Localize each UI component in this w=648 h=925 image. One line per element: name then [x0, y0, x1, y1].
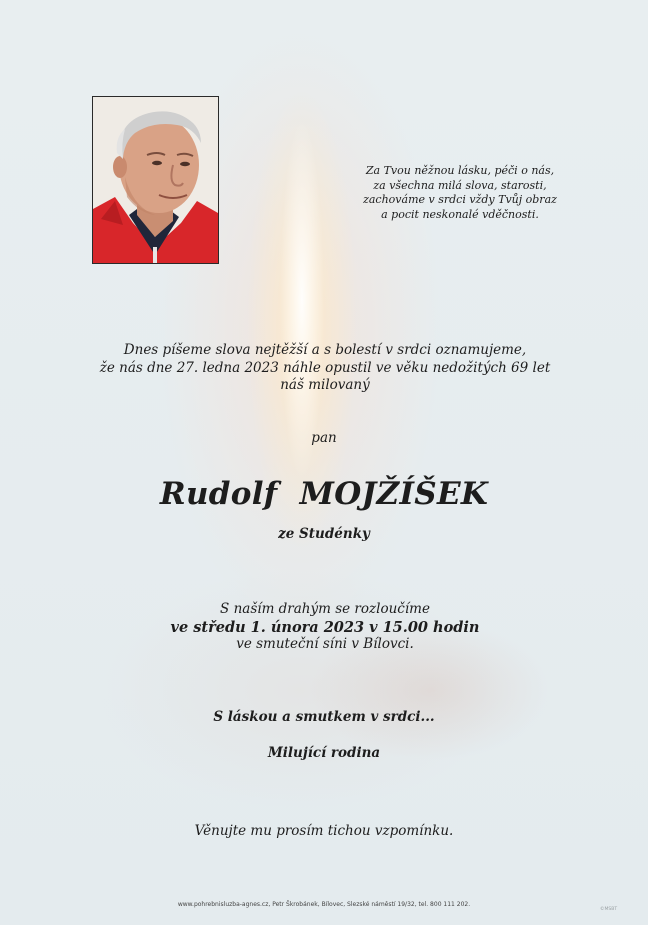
funeral-service-footer: www.pohrebnisluzba-agnes.cz, Petr Škrobánek, Bílovec, Slezské náměstí 19/32, tel. 800 111 202.	[177, 901, 471, 908]
poem-line: zachováme v srdci vždy Tvůj obraz	[363, 193, 557, 206]
death-announcement	[90, 342, 560, 395]
memory-request: Věnujte mu prosím tichou vzpomínku.	[194, 823, 454, 839]
deceased-name	[0, 476, 648, 512]
first-name: Rudolf	[159, 476, 278, 512]
funeral-intro: S naším drahým se rozloučíme	[220, 601, 430, 617]
love-line: S láskou a smutkem v srdci...	[213, 709, 435, 725]
portrait-photo	[92, 96, 219, 264]
deceased-title: pan	[311, 430, 337, 446]
announcement-line: Dnes píšeme slova nejtěžší a s bolestí v srdci oznamujeme,	[123, 342, 527, 358]
corner-mark: ©MSBT	[600, 907, 618, 912]
funeral-location: ve smuteční síni v Bílovci.	[236, 636, 414, 652]
portrait-image	[93, 97, 218, 263]
deceased-origin: ze Studénky	[278, 526, 370, 542]
announcement-line: že nás dne 27. ledna 2023 náhle opustil ve věku nedožitých 69 let	[99, 359, 551, 376]
memorial-poem	[360, 164, 560, 222]
announcement-line: náš milovaný	[280, 377, 370, 393]
poem-line: a pocit neskonalé vděčnosti.	[381, 207, 539, 221]
family-signature: Milující rodina	[267, 745, 381, 761]
poem-line: Za Tvou něžnou lásku, péči o nás,	[365, 164, 555, 177]
funeral-details	[90, 601, 560, 654]
funeral-datetime: ve středu 1. února 2023 v 15.00 hodin	[170, 618, 480, 636]
poem-line: za všechna milá slova, starosti,	[373, 178, 547, 192]
last-name: MOJŽÍŠEK	[299, 476, 489, 512]
